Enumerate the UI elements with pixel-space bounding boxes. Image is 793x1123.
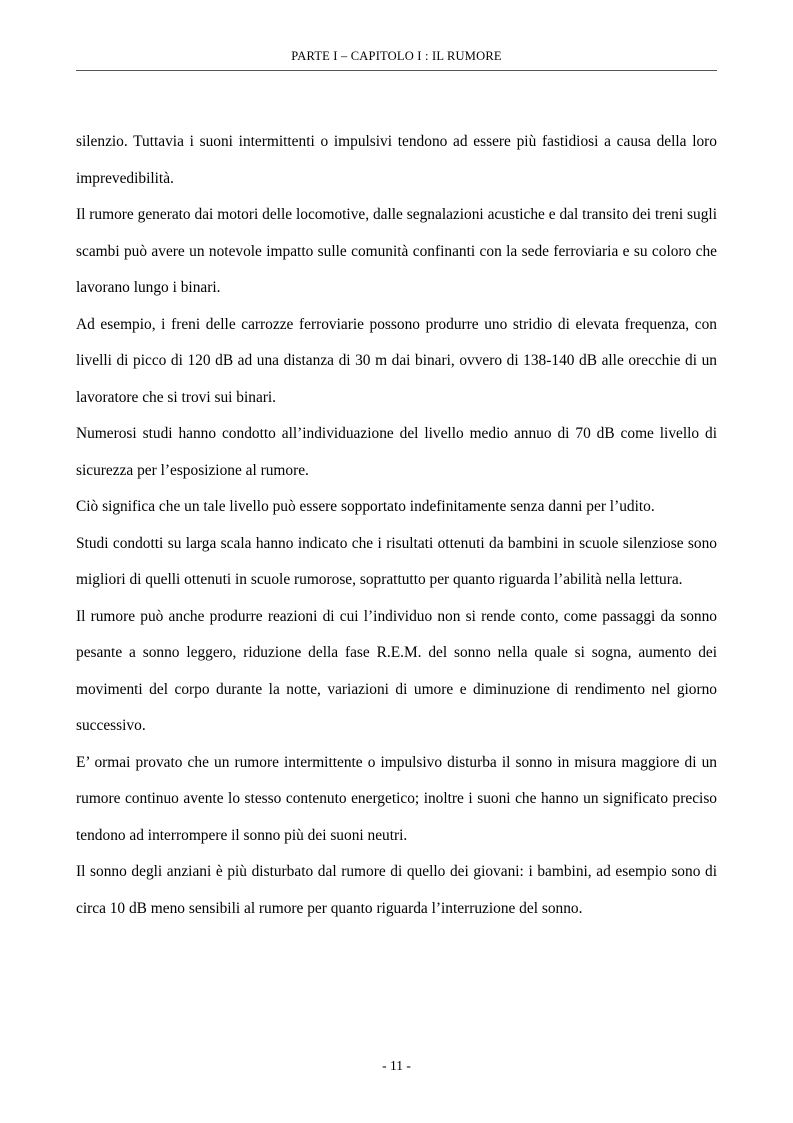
- running-header: PARTE I – CAPITOLO I : IL RUMORE: [291, 49, 502, 63]
- paragraph: Il sonno degli anziani è più disturbato dal rumore di quello dei giovani: i bambini, ad esempio sono di circa 10 dB meno sensibili al rumore per quanto riguarda l’interruzione del sonno.: [76, 863, 717, 917]
- paragraph: Numerosi studi hanno condotto all’individuazione del livello medio annuo di 70 dB come livello di sicurezza per l’esposizione al rumore.: [76, 425, 717, 479]
- header-divider: [76, 70, 717, 71]
- paragraph: Ciò significa che un tale livello può essere sopportato indefinitamente senza danni per l’udito.: [76, 498, 655, 515]
- page-number: - 11 -: [382, 1058, 411, 1073]
- paragraph: E’ ormai provato che un rumore intermittente o impulsivo disturba il sonno in misura maggiore di un rumore continuo avente lo stesso contenuto energetico; inoltre i suoni che hanno un significato preciso tendono ad interrompere il sonno più dei suoni neutri.: [76, 753, 717, 844]
- paragraph: silenzio. Tuttavia i suoni intermittenti o impulsivi tendono ad essere più fastidiosi a causa della loro imprevedibilità.: [76, 133, 717, 187]
- paragraph: Studi condotti su larga scala hanno indicato che i risultati ottenuti da bambini in scuole silenziose sono migliori di quelli ottenuti in scuole rumorose, soprattutto per quanto riguarda l’abilità nella lettura.: [76, 534, 717, 588]
- paragraph: Il rumore generato dai motori delle locomotive, dalle segnalazioni acustiche e dal transito dei treni sugli scambi può avere un notevole impatto sulle comunità confinanti con la sede ferroviaria e su coloro che lavorano lungo i binari.: [76, 206, 717, 296]
- paragraph: Ad esempio, i freni delle carrozze ferroviarie possono produrre uno stridio di elevata frequenza, con livelli di picco di 120 dB ad una distanza di 30 m dai binari, ovvero di 138-140 dB alle orecchie di un lavoratore che si trovi sui binari.: [76, 315, 717, 406]
- body-text: [76, 124, 717, 927]
- paragraph: Il rumore può anche produrre reazioni di cui l’individuo non si rende conto, come passaggi da sonno pesante a sonno leggero, riduzione della fase R.E.M. del sonno nella quale si sogna, aumento dei movimenti del corpo durante la notte, variazioni di umore e diminuzione di rendimento nel giorno successivo.: [76, 607, 717, 734]
